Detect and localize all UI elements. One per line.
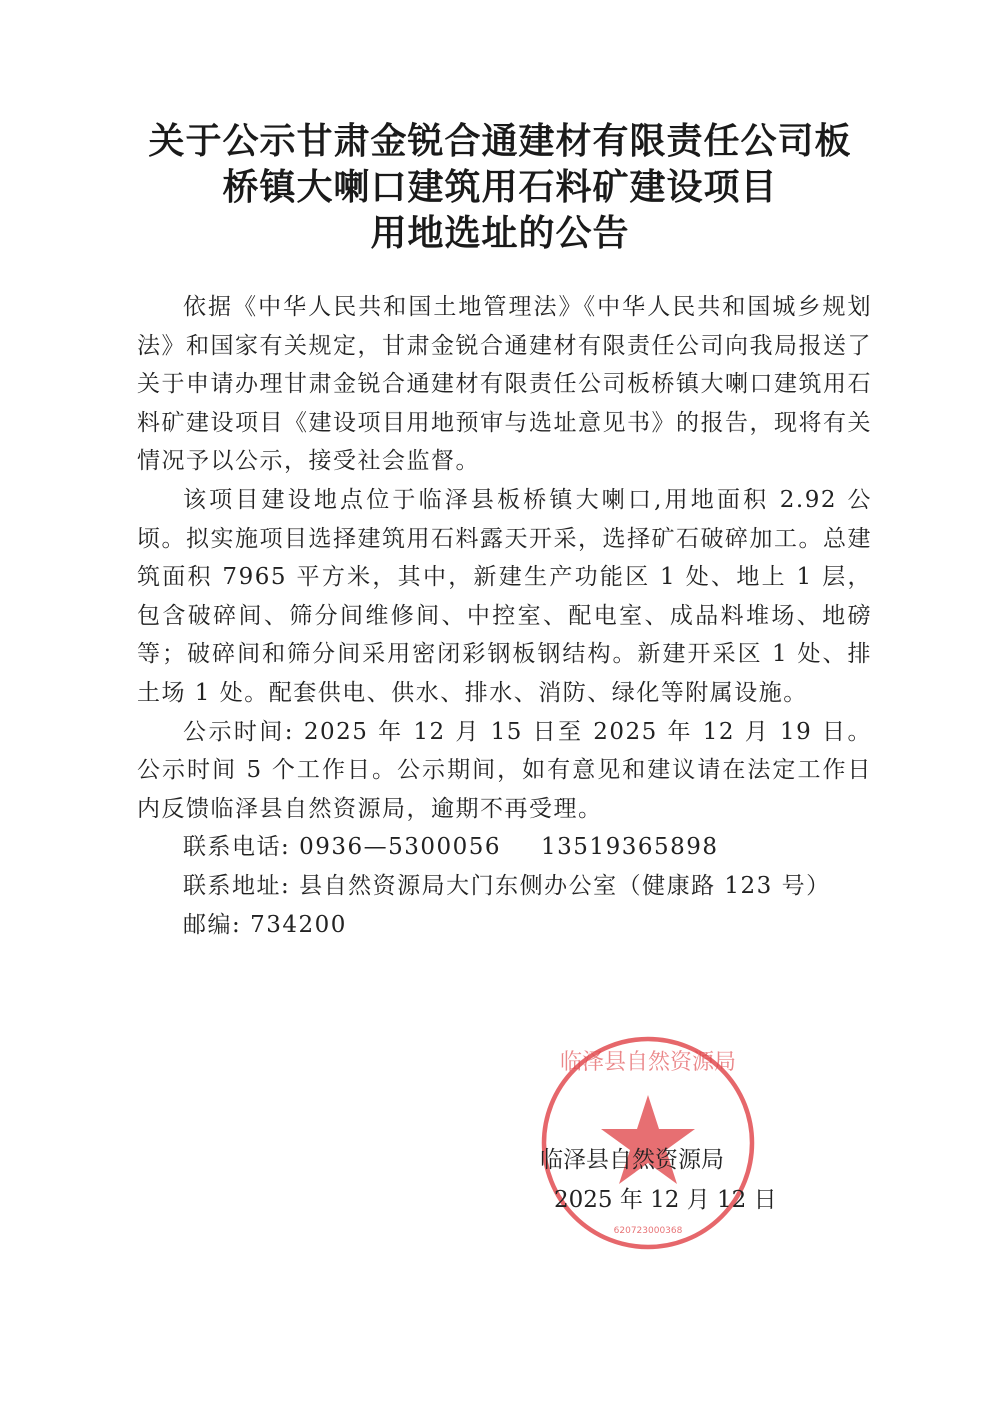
seal-code: 620723000368 [613,1226,683,1236]
title-line-2: 桥镇大喇口建筑用石料矿建设项目 [222,166,778,208]
signature-org: 临泽县自然资源局 [540,1147,724,1173]
signature-date: 2025 年 12 月 12 日 [554,1187,777,1213]
postcode-label: 邮编: [183,911,242,938]
address-label: 联系地址: [183,872,291,899]
seal-text: 临泽县自然资源局 [559,1050,737,1075]
title-line-1: 关于公示甘肃金锐合通建材有限责任公司板 [148,120,852,162]
document-body [137,288,872,944]
phone-number-2: 13519365898 [541,834,719,861]
phone-label: 联系电话: [183,834,291,861]
title-line-3: 用地选址的公告 [370,212,630,254]
paragraph-basis: 依据《中华人民共和国土地管理法》《中华人民共和国城乡规划法》和国家有关规定，甘肃金锐合通建材有限责任公司向我局报送了关于申请办理甘肃金锐合通建材有限责任公司板桥镇大喇口建筑用石料矿建设项目《建设项目用地预审与选址意见书》的报告，现将有关情况予以公示，接受社会监督。 [137,294,872,475]
phone-number-1: 0936—5300056 [299,834,502,861]
signature-block [540,1140,780,1220]
contact-postcode [183,906,872,945]
address-value: 县自然资源局大门东侧办公室（健康路 123 号） [299,872,831,899]
paragraph-period: 公示时间: 2025 年 12 月 15 日至 2025 年 12 月 19 日。公示时间 5 个工作日。公示期间，如有意见和建议请在法定工作日内反馈临泽县自然资源局，逾期不再受理。 [137,718,872,822]
paragraph-project: 该项目建设地点位于临泽县板桥镇大喇口,用地面积 2.92 公顷。拟实施项目选择建筑用石料露天开采，选择矿石破碎加工。总建筑面积 7965 平方米，其中，新建生产功能区 1 处、地上 1 层，包含破碎间、筛分间维修间、中控室、配电室、成品料堆场、地磅等；破碎间和筛分间采用密闭彩钢板钢结构。新建开采区 1 处、排土场 1 处。配套供电、供水、排水、消防、绿化等附属设施。 [137,486,872,706]
document-title [100,118,900,256]
contact-address [183,867,872,906]
contact-phone [183,828,872,867]
postcode-value: 734200 [250,911,347,938]
